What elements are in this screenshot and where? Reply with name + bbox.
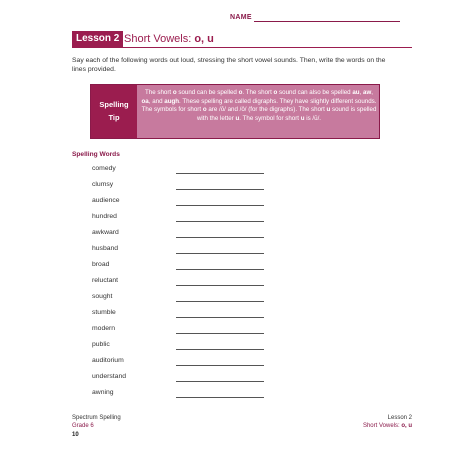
tip-emphasis: o [202, 106, 207, 114]
tip-text-segment: is /ŭ/. [304, 114, 322, 122]
tip-emphasis: aw [363, 89, 372, 96]
answer-line[interactable] [176, 397, 264, 398]
spelling-word: auditorium [92, 357, 124, 364]
answer-line[interactable] [176, 269, 264, 270]
answer-line[interactable] [176, 349, 264, 350]
tip-emphasis: oa [141, 97, 149, 105]
spelling-word: reluctant [92, 277, 119, 284]
spelling-tip-box [90, 84, 380, 139]
word-row [92, 355, 292, 371]
spelling-tip-label [91, 85, 137, 138]
tip-emphasis: u [235, 114, 240, 122]
tip-emphasis: u [326, 106, 331, 114]
spelling-word: modern [92, 325, 116, 332]
word-row [92, 307, 292, 323]
spelling-word: hundred [92, 213, 117, 220]
tip-emphasis: o [172, 89, 177, 96]
tip-emphasis: augh [164, 97, 180, 105]
name-label: NAME [230, 14, 252, 21]
lesson-title-text: Short Vowels: [124, 33, 192, 45]
word-row [92, 211, 292, 227]
tip-emphasis: au [352, 89, 360, 96]
tip-text-segment: The short [145, 89, 173, 96]
spelling-tip-label-line2: Tip [108, 113, 120, 122]
header-divider [72, 47, 412, 48]
spelling-word: husband [92, 245, 119, 252]
tip-text-segment: sound can be spelled [176, 89, 239, 96]
footer-grade: Grade 6 [72, 422, 94, 429]
tip-text-segment: . The symbol for short [239, 114, 301, 122]
word-list [92, 163, 292, 403]
tip-text-segment: . The short [242, 89, 274, 96]
answer-line[interactable] [176, 189, 264, 190]
word-row [92, 323, 292, 339]
footer-book-title: Spectrum Spelling [72, 415, 121, 421]
section-title: Spelling Words [72, 151, 120, 158]
word-row [92, 387, 292, 403]
spelling-word: understand [92, 373, 127, 380]
word-row [92, 291, 292, 307]
answer-line[interactable] [176, 381, 264, 382]
footer-lesson-title [363, 423, 412, 431]
spelling-word: sought [92, 293, 113, 300]
answer-line[interactable] [176, 285, 264, 286]
name-input-line[interactable] [254, 21, 400, 22]
word-row [92, 163, 292, 179]
spelling-tip-text [141, 89, 377, 123]
word-row [92, 179, 292, 195]
footer-lesson-letters: o, u [401, 422, 412, 429]
spelling-word: awning [92, 389, 114, 396]
tip-text-segment: sound is spelled with the letter [196, 106, 377, 122]
tip-text-segment: . These spelling are called digraphs. They have slightly different sounds. The symbols for short [141, 97, 377, 114]
answer-line[interactable] [176, 301, 264, 302]
lesson-title-letters: o, u [194, 33, 214, 45]
page-number: 10 [72, 432, 79, 438]
spelling-tip-label-line1: Spelling [99, 100, 129, 109]
answer-line[interactable] [176, 365, 264, 366]
lesson-title [124, 31, 214, 47]
tip-emphasis: o [238, 89, 243, 96]
word-row [92, 227, 292, 243]
word-row [92, 243, 292, 259]
spelling-word: awkward [92, 229, 119, 236]
tip-text-segment: sound can also be spelled [277, 89, 353, 96]
footer-right [363, 415, 412, 431]
tip-emphasis: u [300, 114, 305, 122]
spelling-word: clumsy [92, 181, 114, 188]
word-row [92, 339, 292, 355]
tip-text-segment: are /ŏ/ and /ô/ (for the digraphs). The short [206, 106, 327, 114]
tip-text-segment: , [359, 89, 363, 96]
spelling-word: broad [92, 261, 110, 268]
word-row [92, 275, 292, 291]
tip-emphasis: o [273, 89, 278, 96]
spelling-word: audience [92, 197, 120, 204]
footer-left [72, 415, 121, 431]
spelling-word: public [92, 341, 110, 348]
tip-text-segment: , [371, 89, 373, 96]
answer-line[interactable] [176, 221, 264, 222]
answer-line[interactable] [176, 173, 264, 174]
word-row [92, 195, 292, 211]
word-row [92, 371, 292, 387]
spelling-word: stumble [92, 309, 116, 316]
footer-lesson: Lesson 2 [387, 415, 412, 421]
footer-lesson-title-text: Short Vowels: [362, 422, 400, 429]
tip-text-segment: , and [148, 97, 165, 105]
answer-line[interactable] [176, 317, 264, 318]
answer-line[interactable] [176, 237, 264, 238]
lesson-badge: Lesson 2 [72, 31, 123, 47]
instructions: Say each of the following words out loud, stressing the short vowel sounds. Then, write the words on the lines provided. [72, 57, 386, 73]
spelling-word: comedy [92, 165, 116, 172]
answer-line[interactable] [176, 333, 264, 334]
answer-line[interactable] [176, 253, 264, 254]
word-row [92, 259, 292, 275]
name-field [230, 14, 410, 26]
lesson-header [72, 31, 412, 48]
answer-line[interactable] [176, 205, 264, 206]
